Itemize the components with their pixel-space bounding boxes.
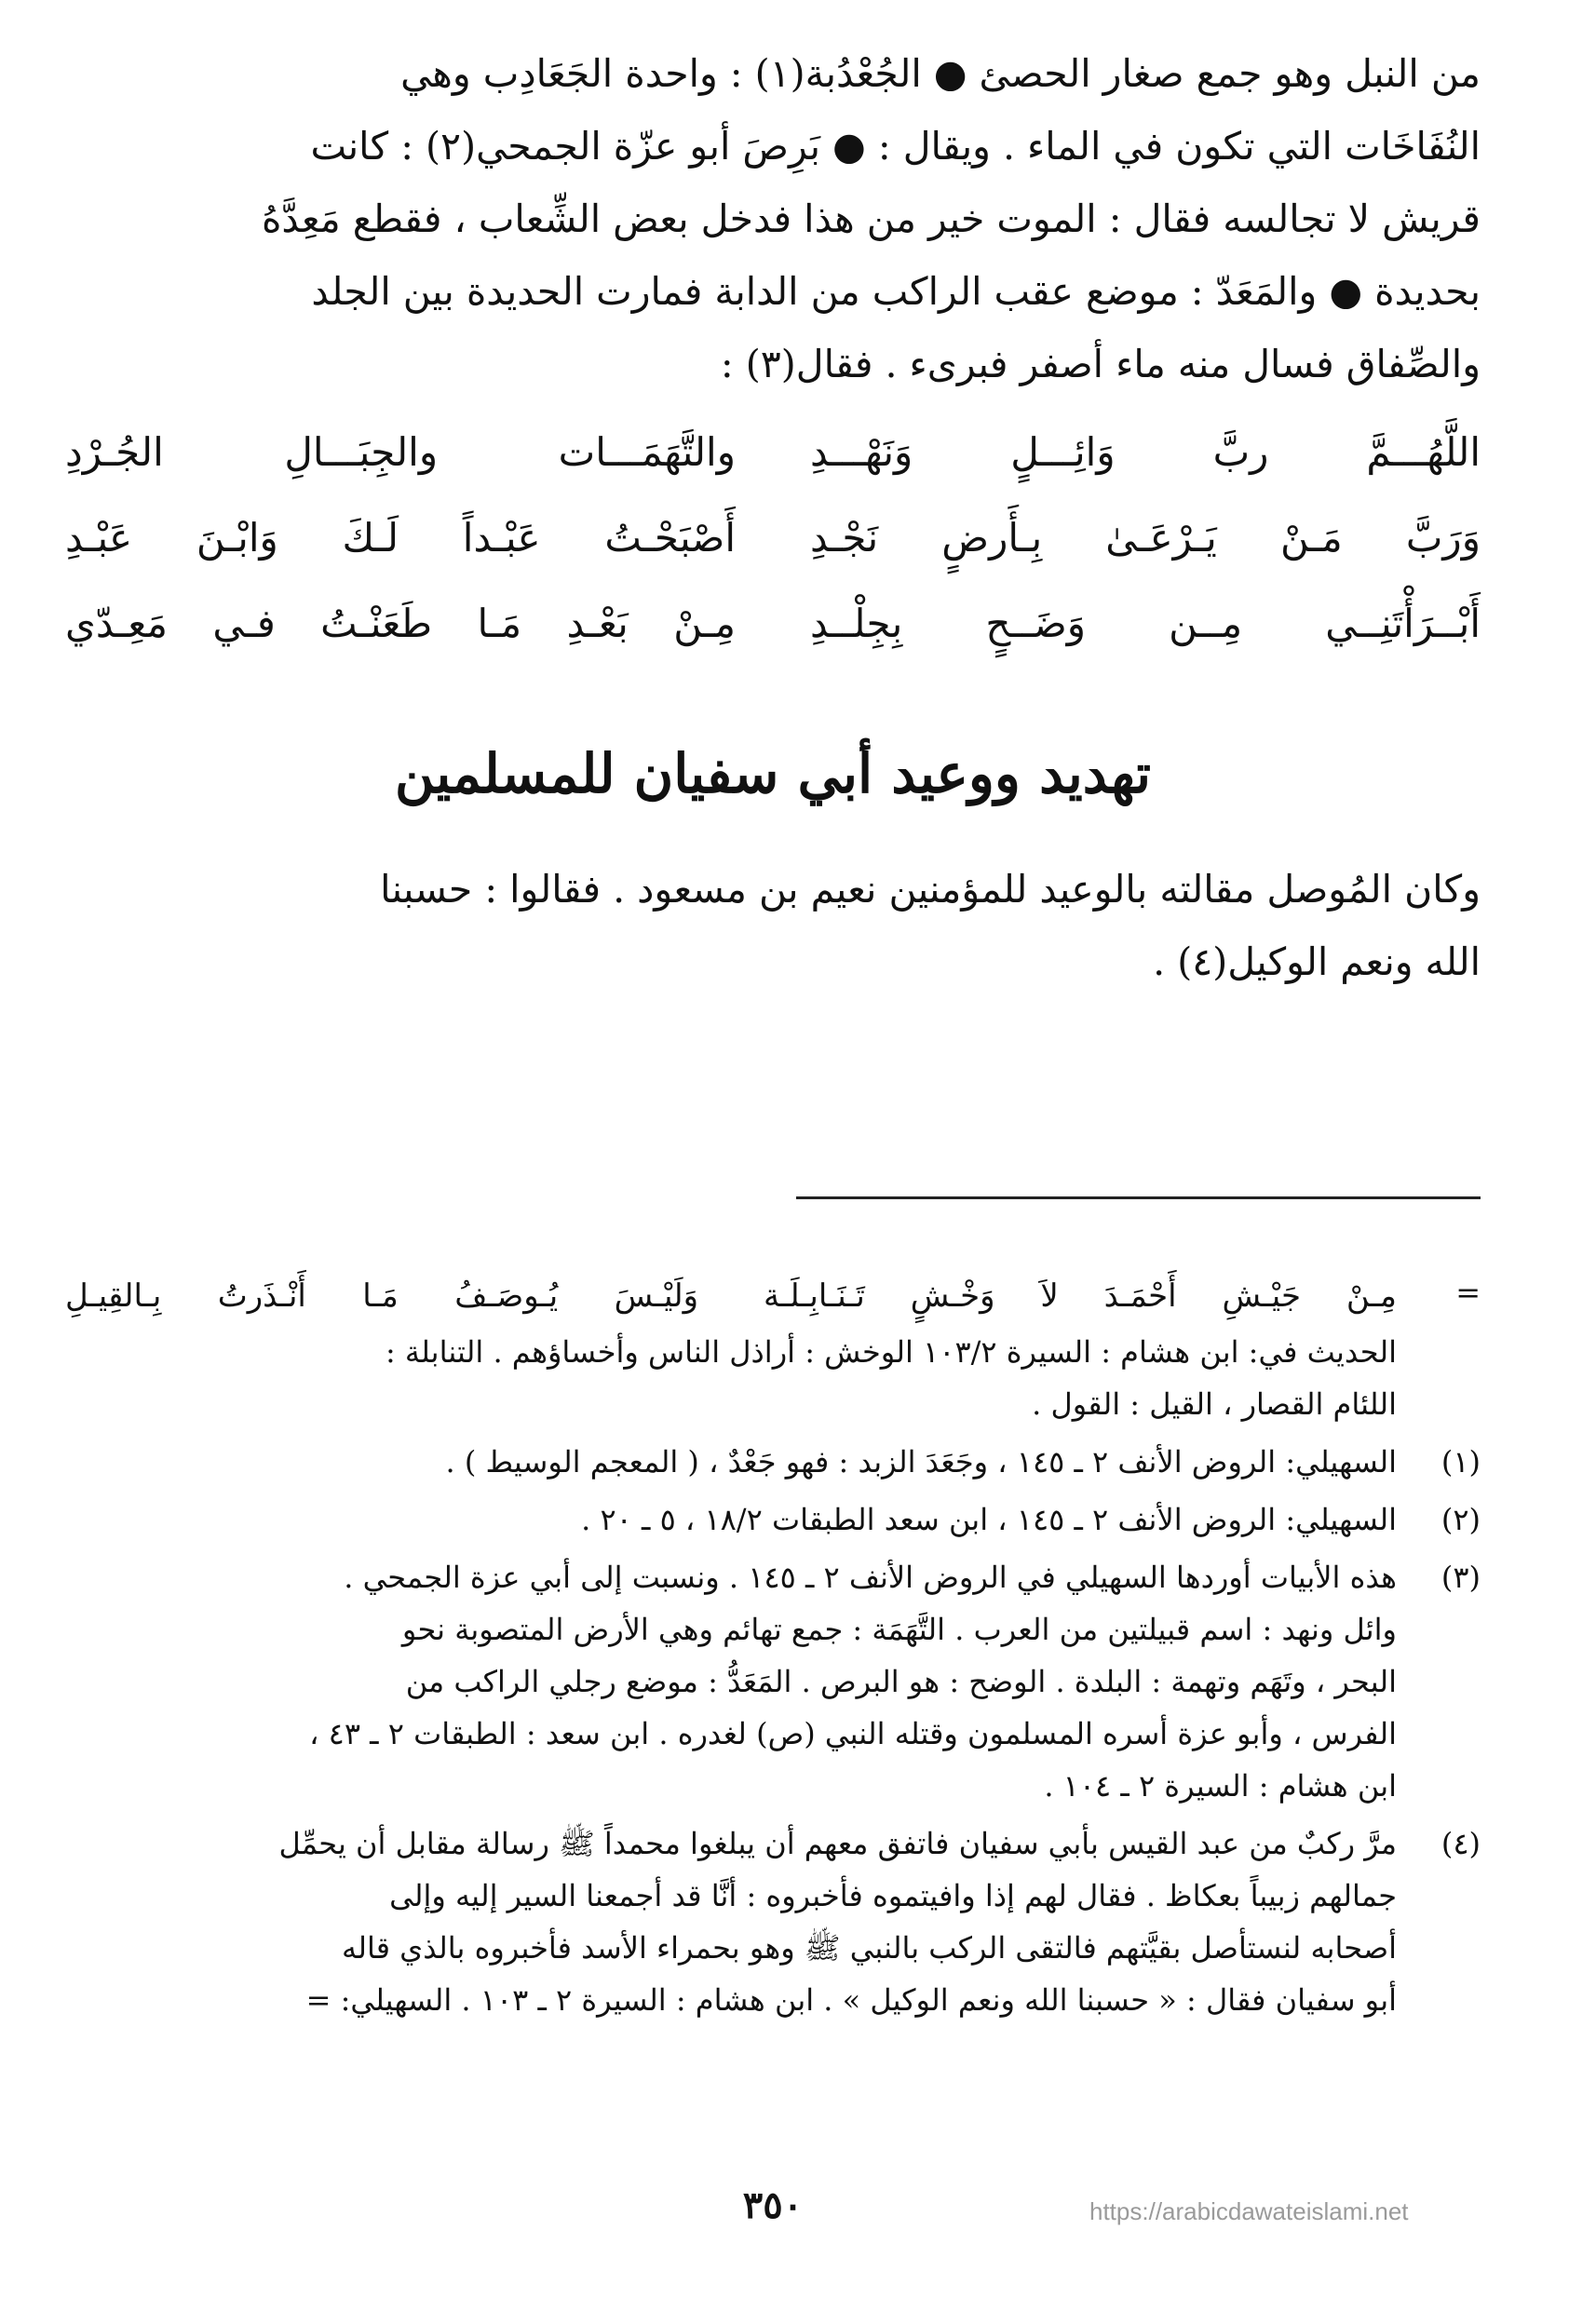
verse-second-hemistich: والتَّهَمَـــات والجِبَـــالِ الجُـرْدِ — [65, 429, 736, 475]
footnote-line: جمالهم زبيباً بعكاظ . فقال لهم إذا وافيتموه فأخبروه : أنَّا قد أجمعنا السير إليه وإلى — [389, 1878, 1397, 1913]
footnote-line: ابن هشام : السيرة ٢ ـ ١٠٤ . — [1044, 1768, 1397, 1804]
verse-first-hemistich: أَبْــرَأْتَنِــي مِــن وَضَــحٍ بِجِلْــدِ — [810, 601, 1481, 646]
footnote-2 — [65, 1493, 1481, 1546]
footnote-line: البحر ، وتَهَم وتهمة : البلدة . الوضح : هو البرص . المَعَدُّ : موضع رجلي الراكب من — [405, 1664, 1397, 1699]
text-line: والصِّفاق فسال منه ماء أصفر فبرىء . فقال(٣) : — [720, 342, 1481, 386]
verse-first-hemistich: اللَّهُـــمَّ ربَّ وَائِـــلٍ وَنَهْـــدِ — [810, 429, 1481, 475]
footnote-line: أبو سفيان فقال : « حسبنا الله ونعم الوكيل » . ابن هشام : السيرة ٢ ـ ١٠٣ . السهيلي: = — [305, 1982, 1397, 2018]
verse-second-hemistich: وَلَيْـسَ يُـوصَـفُ مَـا أَنْـذَرتُ بِـالقِيـلِ — [65, 1277, 698, 1315]
footnote-number: (٤) — [1440, 1826, 1481, 1861]
footnote-line: مرَّ ركبٌ من عبد القيس بأبي سفيان فاتفق معهم أن يبلغوا محمداً ﷺ رسالة مقابل أن يحمِّل — [278, 1826, 1397, 1861]
text-line: قريش لا تجالسه فقال : الموت خير من هذا فدخل بعض الشِّعاب ، فقطع مَعِدَّهُ — [261, 196, 1481, 241]
text-line: الله ونعم الوكيل(٤) . — [1153, 939, 1481, 984]
text-line: بحديدة ● والمَعَدّ : موضع عقب الراكب من الدابة فمارت الحديدة بين الجلد — [311, 269, 1481, 314]
footnote-body — [65, 1266, 1397, 1430]
footnote-line: أصحابه لنستأصل بقيَّتهم فالتقى الركب بالنبي ﷺ وهو بحمراء الأسد فأخبروه بالذي قاله — [342, 1930, 1397, 1966]
footnote-1 — [65, 1436, 1481, 1488]
continuation-mark: = — [1455, 1275, 1481, 1310]
footnote-line: الحديث في: ابن هشام : السيرة ١٠٣/٢ الوخش : أراذل الناس وأخساؤهم . التنابلة : — [385, 1334, 1397, 1370]
footnote-4 — [65, 1817, 1481, 2026]
watermark-url: https://arabicdawateislami.net — [1089, 2197, 1409, 2225]
footnote-number: (٣) — [1440, 1560, 1481, 1595]
footnotes — [65, 1266, 1481, 2032]
page-number: ٣٥٠ — [742, 2183, 804, 2227]
footnote-line: السهيلي: الروض الأنف ٢ ـ ١٤٥ ، وجَعَدَ الزبد : فهو جَعْدٌ ، ( المعجم الوسيط ) . — [445, 1444, 1397, 1480]
verse-line — [65, 495, 1481, 581]
footnote-verse — [65, 1266, 1397, 1326]
verse-first-hemistich: مِـنْ جَيْـشِ أَحْمَـدَ لاَ وَخْـشٍ تَـنَـابِـلَـة — [764, 1277, 1397, 1315]
footnote-body — [65, 1817, 1397, 2026]
footnote-number: (١) — [1440, 1444, 1481, 1480]
footnote-line: الفرس ، وأبو عزة أسره المسلمون وقتله النبي (ص) لغدره . ابن سعد : الطبقات ٢ ـ ٤٣ ، — [309, 1716, 1397, 1751]
section-title: تهديد ووعيد أبي سفيان للمسلمين — [394, 742, 1152, 805]
verse-second-hemistich: مِـنْ بَعْـدِ مَـا طَعَنْـتُ فـي مَعِـدّي — [65, 601, 736, 646]
footnote-number: (٢) — [1440, 1502, 1481, 1537]
footnote-body — [65, 1551, 1397, 1812]
book-page — [65, 37, 1481, 2272]
main-paragraph-1 — [65, 37, 1481, 400]
footnote-line: وائل ونهد : اسم قبيلتين من العرب . التَّهَمَة : جمع تهائم وهي الأرض المتصوبة نحو — [401, 1612, 1397, 1647]
poem-verses — [65, 410, 1481, 667]
footnote-line: السهيلي: الروض الأنف ٢ ـ ١٤٥ ، ابن سعد الطبقات ١٨/٢ ، ٥ ـ ٢٠ . — [581, 1502, 1397, 1537]
footnote-line: اللئام القصار ، القيل : القول . — [1032, 1386, 1397, 1422]
footnote-3 — [65, 1551, 1481, 1812]
footnote-body — [65, 1436, 1397, 1488]
verse-line — [65, 581, 1481, 667]
text-line: النُفَاخَات التي تكون في الماء . ويقال : ● بَرِصَ أبو عزّة الجمحي(٢) : كانت — [310, 124, 1481, 169]
footnote-line: هذه الأبيات أوردها السهيلي في الروض الأنف ٢ ـ ١٤٥ . ونسبت إلى أبي عزة الجمحي . — [344, 1560, 1397, 1595]
footnote-body — [65, 1493, 1397, 1546]
text-line: وكان المُوصل مقالته بالوعيد للمؤمنين نعيم بن مسعود . فقالوا : حسبنا — [380, 867, 1481, 912]
verse-line — [65, 410, 1481, 495]
main-paragraph-2 — [65, 853, 1481, 998]
verse-second-hemistich: أَصْبَحْـتُ عَبْـداً لَـكَ وَابْـنَ عَبْـدِ — [65, 515, 736, 561]
footnote-divider — [796, 1196, 1481, 1199]
text-line: من النبل وهو جمع صغار الحصئ ● الجُعْدُبة(١) : واحدة الجَعَادِب وهي — [400, 51, 1481, 96]
footnote-continuation — [65, 1266, 1481, 1430]
verse-first-hemistich: وَرَبَّ مَـنْ يَـرْعَـىٰ بِـأَرضٍ نَجْـدِ — [810, 515, 1481, 561]
